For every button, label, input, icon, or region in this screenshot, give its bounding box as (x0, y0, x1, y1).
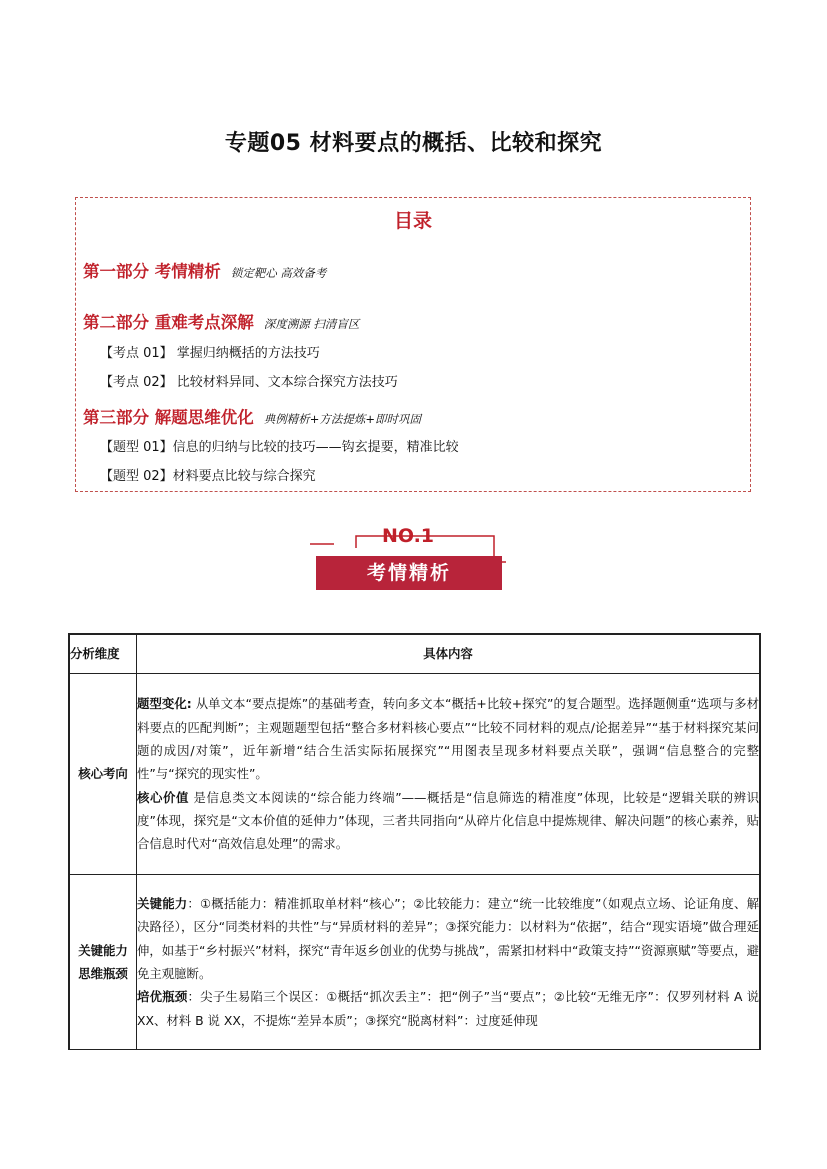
row-paragraph (137, 892, 759, 985)
table-header-row (69, 634, 760, 674)
toc-part-2-sub: 深度溯源 扫清盲区 (263, 317, 360, 331)
toc-part-3-label: 第三部分 解题思维优化 (83, 408, 254, 427)
toc-item-tixing-01: 【题型 01】信息的归纳与比较的技巧——钩玄提要，精准比较 (100, 440, 459, 455)
row-content (137, 674, 761, 875)
paragraph-text: ：①概括能力：精准抓取单材料“核心”；②比较能力：建立“统一比较维度”（如观点立场、论证角度、解决路径），区分“同类材料的共性”与“异质材料的差异”；③探究能力：以材料为“依据”，结合“现实语境”做合理延伸，如基于“乡村振兴”材料，探究“青年返乡创业的优势与挑战”，需紧扣材料中“政策支持”“资源禀赋”等要点，避免主观臆断。 (137, 896, 759, 981)
table-row (69, 875, 760, 1050)
paragraph-text: 从单文本“要点提炼”的基础考查，转向多文本“概括+比较+探究”的复合题型。选择题侧重“选项与多材料要点的匹配判断”；主观题题型包括“整合多材料核心要点”“比较不同材料的观点/论据差异”“基于材料探究某问题的成因/对策”，近年新增“结合生活实际拓展探究”“用图表呈现多材料要点关联”，强调“信息整合的完整性”与“探究的现实性”。 (137, 696, 759, 782)
toc-part-2 (83, 309, 359, 333)
row-dimension: 核心考向 (69, 674, 137, 875)
page-title: 专题05 材料要点的概括、比较和探究 (224, 131, 603, 156)
toc-item-kaodian-01: 【考点 01】 掌握归纳概括的方法技巧 (100, 346, 320, 361)
toc-part-1-label: 第一部分 考情精析 (83, 262, 221, 281)
toc-heading: 目录 (393, 210, 432, 232)
paragraph-text: ：尖子生易陷三个误区：①概括“抓次丢主”：把“例子”当“要点”；②比较“无维无序”：仅罗列材料 A 说 XX、材料 B 说 XX，不提炼“差异本质”；③探究“脱离材料”：过度延伸现 (137, 989, 759, 1028)
row-dimension (69, 875, 137, 1050)
row-dimension-line: 思维瓶颈 (78, 966, 128, 981)
toc-part-1-sub: 锁定靶心 高效备考 (230, 266, 327, 280)
analysis-table (68, 633, 761, 1050)
table-of-contents (75, 197, 751, 492)
toc-part-3 (83, 404, 421, 428)
toc-item-kaodian-02: 【考点 02】 比较材料异同、文本综合探究方法技巧 (100, 375, 398, 390)
row-content (137, 875, 761, 1050)
row-paragraph (137, 786, 759, 856)
toc-item-tixing-02: 【题型 02】材料要点比较与综合探究 (100, 469, 316, 484)
banner-number: NO.1 (381, 525, 435, 547)
paragraph-keyword: 题型变化: (137, 696, 192, 712)
paragraph-keyword: 核心价值 (137, 789, 189, 805)
toc-part-3-sub: 典例精析+方法提炼+即时巩固 (263, 412, 422, 426)
toc-part-2-label: 第二部分 重难考点深解 (83, 313, 254, 332)
paragraph-keyword: 关键能力 (137, 896, 188, 912)
toc-part-1 (83, 258, 326, 282)
header-content: 具体内容 (137, 634, 761, 674)
table-row (69, 674, 760, 875)
row-paragraph (137, 985, 759, 1032)
row-paragraph (137, 692, 759, 785)
paragraph-text: 是信息类文本阅读的“综合能力终端”——概括是“信息筛选的精准度”体现，比较是“逻辑关联的辨识度”体现，探究是“文本价值的延伸力”体现，三者共同指向“从碎片化信息中提炼规律、解决问题”的核心素养，贴合信息时代对“高效信息处理”的需求。 (137, 789, 759, 852)
paragraph-keyword: 培优瓶颈 (137, 989, 188, 1005)
banner-label: 考情精析 (316, 556, 502, 590)
header-dimension: 分析维度 (69, 634, 137, 674)
row-dimension-line: 关键能力 (78, 942, 128, 958)
